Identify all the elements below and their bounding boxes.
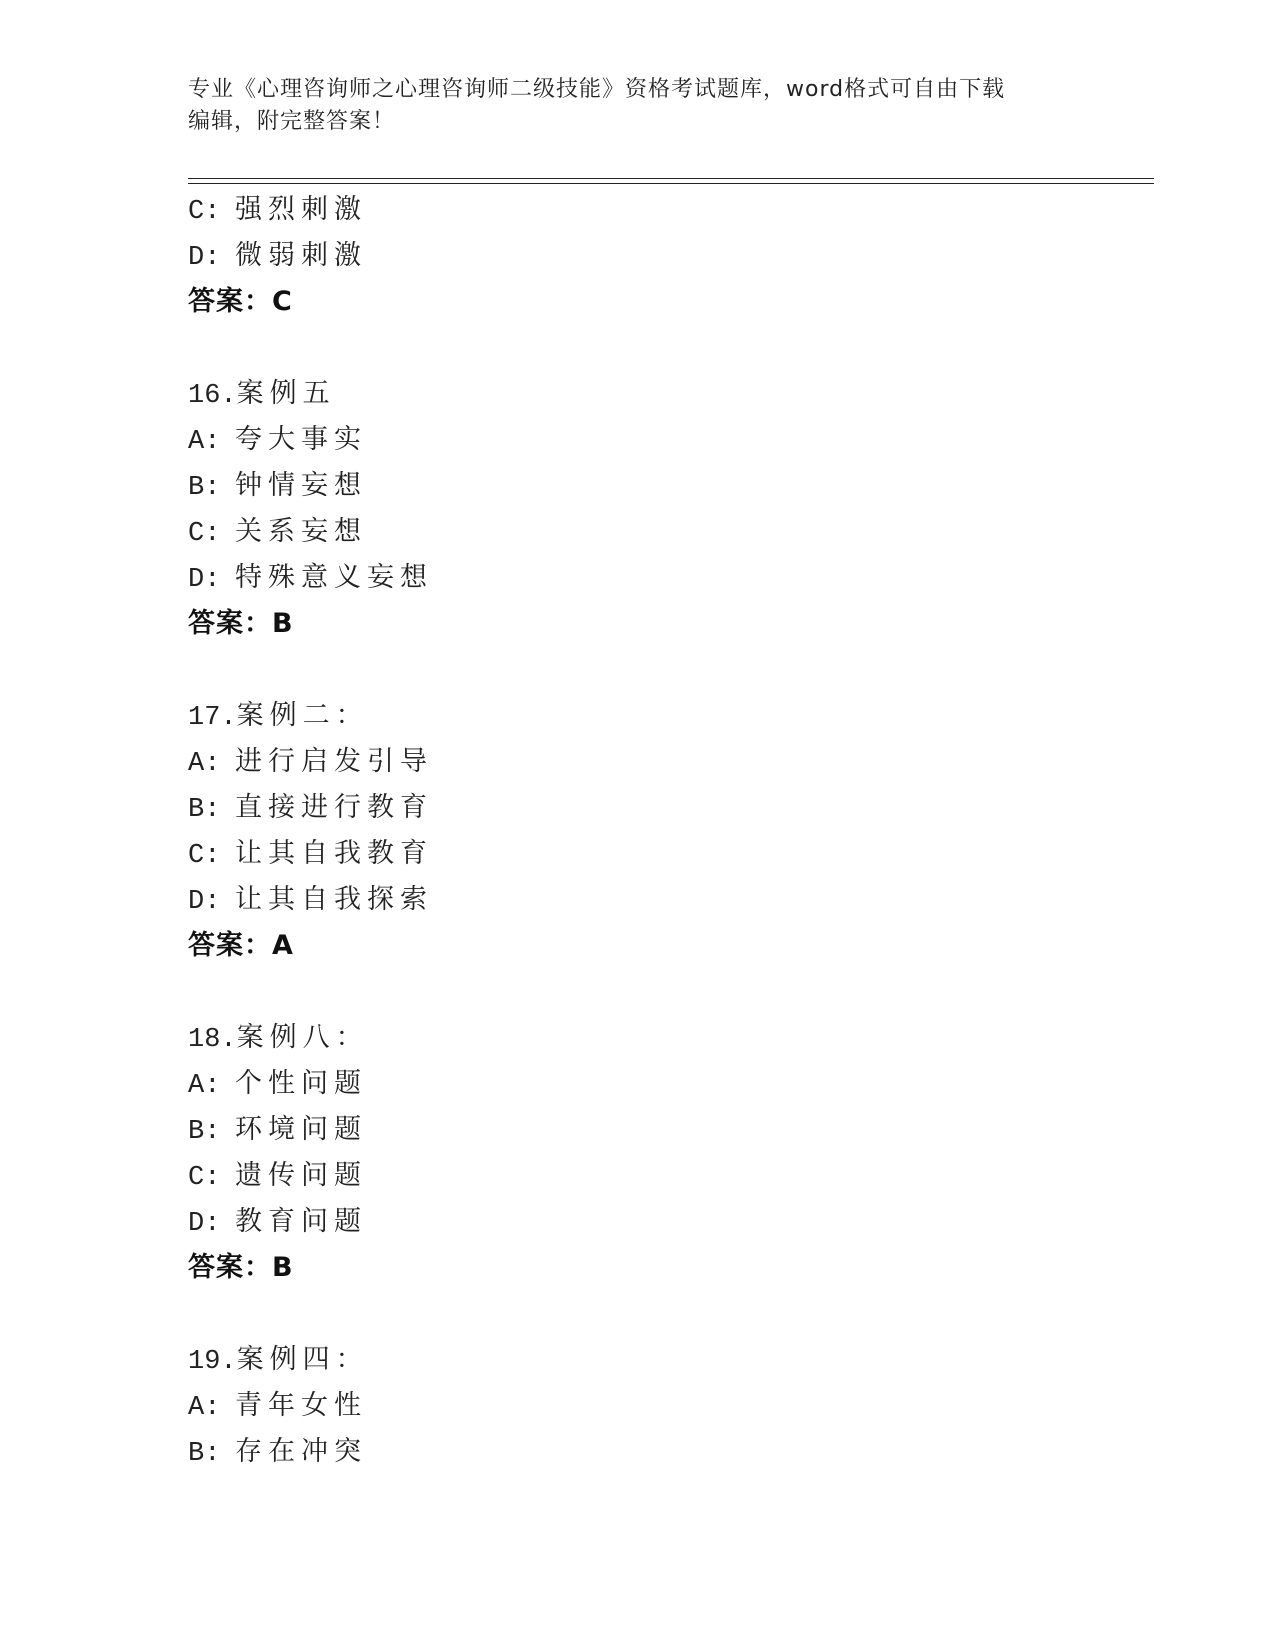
option-text: 环境问题 (235, 1114, 367, 1145)
option-row (188, 463, 1148, 509)
header-divider-top (188, 178, 1154, 179)
option-text: 个性问题 (235, 1068, 367, 1099)
option-row (188, 1199, 1148, 1245)
option-text: 让其自我探索 (235, 884, 433, 915)
question-title (188, 1015, 1148, 1061)
option-row (188, 1107, 1148, 1153)
question-number: 18. (188, 1025, 237, 1055)
spacer (188, 969, 1148, 1015)
answer-line: 答案：B (188, 608, 294, 639)
question-number: 17. (188, 703, 237, 733)
option-key: C: (188, 519, 221, 549)
option-text: 让其自我教育 (235, 838, 433, 869)
option-row (188, 1383, 1148, 1429)
question-title (188, 693, 1148, 739)
option-key: D: (188, 243, 221, 273)
option-row (188, 1061, 1148, 1107)
option-row (188, 739, 1148, 785)
option-key: D: (188, 887, 221, 917)
option-text: 进行启发引导 (235, 746, 433, 777)
option-text: 夸大事实 (235, 424, 367, 455)
option-row (188, 417, 1148, 463)
question-text: 案例四： (236, 1344, 369, 1375)
answer-line: 答案：B (188, 1252, 294, 1283)
question-text: 案例二： (236, 700, 369, 731)
option-row (188, 877, 1148, 923)
option-key: A: (188, 1393, 221, 1423)
option-row (188, 555, 1148, 601)
question-text: 案例八： (236, 1022, 369, 1053)
option-text: 青年女性 (235, 1390, 367, 1421)
option-text: 直接进行教育 (235, 792, 433, 823)
spacer (188, 647, 1148, 693)
option-text: 微弱刺激 (235, 240, 367, 271)
option-text: 存在冲突 (235, 1436, 367, 1467)
option-text: 特殊意义妄想 (235, 562, 433, 593)
option-key: B: (188, 1117, 221, 1147)
option-key: C: (188, 1163, 221, 1193)
option-row (188, 187, 1148, 233)
option-text: 遗传问题 (235, 1160, 367, 1191)
option-row (188, 233, 1148, 279)
spacer (188, 1291, 1148, 1337)
document-header (188, 74, 1088, 138)
spacer (188, 325, 1148, 371)
option-key: D: (188, 565, 221, 595)
answer-line: 答案：C (188, 286, 293, 317)
option-row (188, 785, 1148, 831)
option-text: 教育问题 (235, 1206, 367, 1237)
option-text: 关系妄想 (235, 516, 367, 547)
option-key: A: (188, 427, 221, 457)
header-line-2: 编辑，附完整答案！ (188, 109, 396, 134)
option-row (188, 1153, 1148, 1199)
option-text: 强烈刺激 (235, 194, 367, 225)
header-divider-bottom (188, 183, 1154, 184)
option-key: B: (188, 795, 221, 825)
option-row (188, 1429, 1148, 1475)
option-key: A: (188, 749, 221, 779)
option-key: B: (188, 1439, 221, 1469)
question-list (188, 187, 1148, 1475)
question-number: 16. (188, 381, 237, 411)
option-key: C: (188, 841, 221, 871)
header-line-1: 专业《心理咨询师之心理咨询师二级技能》资格考试题库，word格式可自由下载 (188, 77, 1006, 102)
option-key: C: (188, 197, 221, 227)
question-title (188, 1337, 1148, 1383)
option-key: D: (188, 1209, 221, 1239)
option-row (188, 509, 1148, 555)
question-number: 19. (188, 1347, 237, 1377)
question-text: 案例五 (236, 378, 336, 409)
answer-line: 答案：A (188, 930, 294, 961)
question-title (188, 371, 1148, 417)
option-key: B: (188, 473, 221, 503)
option-text: 钟情妄想 (235, 470, 367, 501)
option-key: A: (188, 1071, 221, 1101)
option-row (188, 831, 1148, 877)
